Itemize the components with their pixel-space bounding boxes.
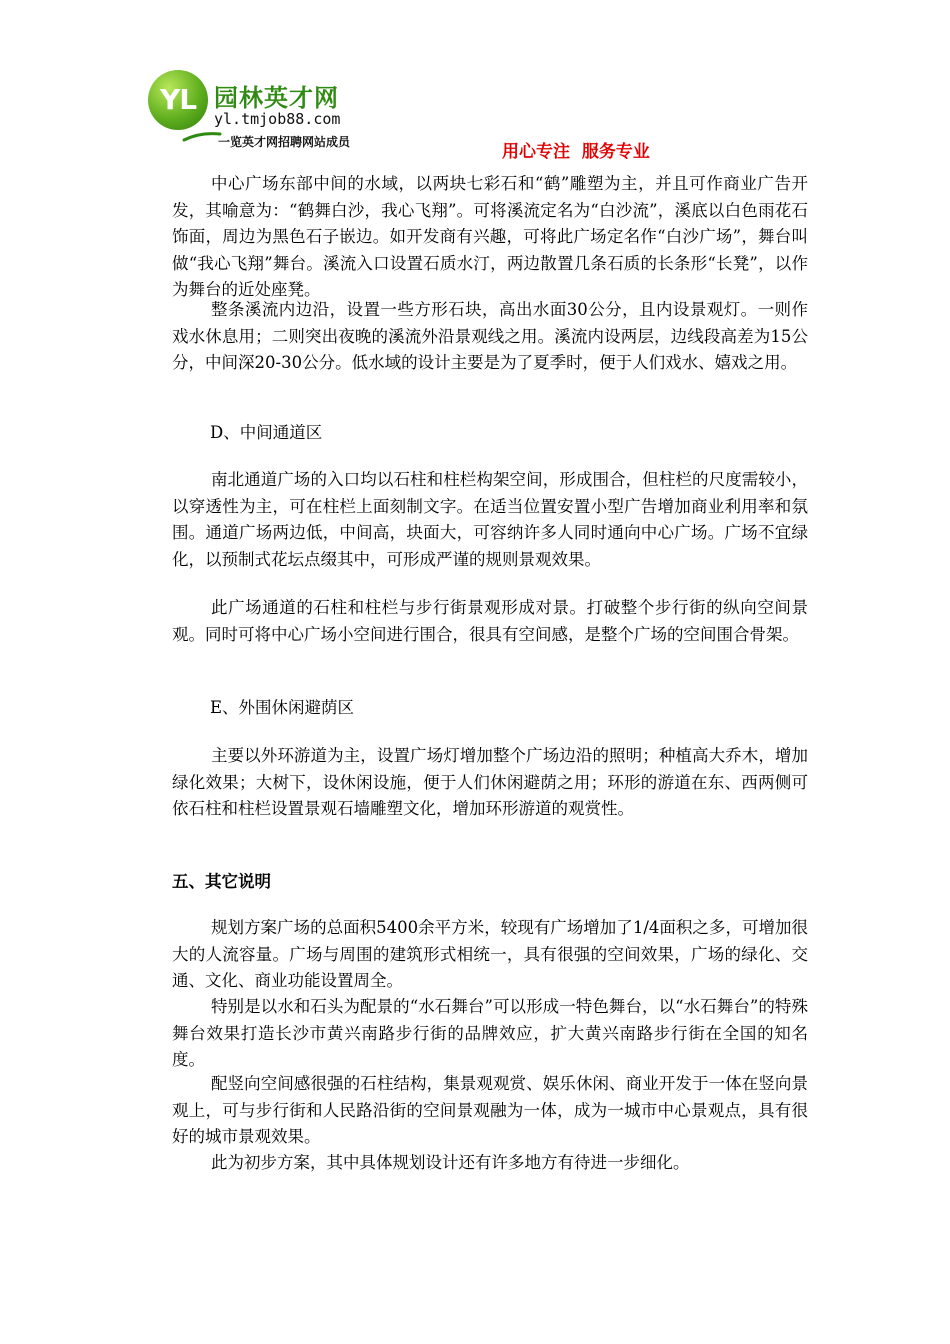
- paragraph-water-stone-stage: 特别是以水和石头为配景的“水石舞台”可以形成一特色舞台，以“水石舞台”的特殊舞台效果打造长沙市黄兴南路步行街的品牌效应，扩大黄兴南路步行街在全国的知名度。: [172, 997, 808, 1069]
- paragraph-outer-loop: 主要以外环游道为主，设置广场灯增加整个广场边沿的照明；种植高大乔木，增加绿化效果；大树下，设休闲设施，便于人们休闲避荫之用；环形的游道在东、西两侧可依石柱和柱栏设置景观石墙雕塑文化，增加环形游道的观赏性。: [172, 746, 808, 818]
- section-heading-other-notes: 五、其它说明: [172, 872, 271, 891]
- swoosh-icon: [182, 130, 222, 142]
- logo-badge-text: YL: [159, 83, 197, 116]
- paragraph-column-structure: 配竖向空间感很强的石柱结构，集景观观赏、娱乐休闲、商业开发于一体在竖向景观上，可与步行街和人民路沿街的空间景观融为一体，成为一城市中心景观点，具有很好的城市景观效果。: [172, 1074, 808, 1146]
- paragraph-total-area: 规划方案广场的总面积5400余平方米，较现有广场增加了1/4面积之多，可增加很大的人流容量。广场与周围的建筑形式相统一，具有很强的空间效果，广场的绿化、交通、文化、商业功能设置周全。: [172, 918, 808, 990]
- paragraph-passage-columns: 此广场通道的石柱和柱栏与步行街景观形成对景。打破整个步行街的纵向空间景观。同时可将中心广场小空间进行围合，很具有空间感，是整个广场的空间围合骨架。: [172, 598, 808, 644]
- paragraph-passage-entrance: 南北通道广场的入口均以石柱和柱栏构架空间，形成围合，但柱栏的尺度需较小，以穿透性为主，可在柱栏上面刻制文字。在适当位置安置小型广告增加商业利用率和氛围。通道广场两边低，中间高，块面大，可容纳许多人同时通向中心广场。广场不宜绿化，以预制式花坛点缀其中，可形成严谨的规则景观效果。: [172, 470, 808, 569]
- logo-site-name: 园林英才网: [214, 84, 339, 112]
- logo-badge-icon: [148, 70, 208, 130]
- site-logo[interactable]: [148, 70, 398, 152]
- paragraph-preliminary-plan: 此为初步方案，其中具体规划设计还有许多地方有待进一步细化。: [211, 1153, 690, 1172]
- logo-site-url: yl.tmjob88.com: [214, 110, 341, 128]
- paragraph-water-area: 中心广场东部中间的水域，以两块七彩石和“鹤”雕塑为主，并且可作商业广告开发，其喻意为：“鹤舞白沙，我心飞翔”。可将溪流定名为“白沙流”，溪底以白色雨花石饰面，周边为黑色石子嵌边。如开发商有兴趣，可将此广场定名作“白沙广场”，舞台叫做“我心飞翔”舞台。溪流入口设置石质水汀，两边散置几条石质的长条形“长凳”，以作为舞台的近处座凳。: [172, 174, 808, 299]
- logo-tagline: 一览英才网招聘网站成员: [218, 135, 351, 149]
- subheading-middle-passage: D、中间通道区: [210, 423, 323, 442]
- subheading-outer-leisure: E、外围休闲避荫区: [210, 698, 355, 717]
- header-slogan: 用心专注 服务专业: [502, 142, 650, 162]
- paragraph-stream-edge: 整条溪流内边沿，设置一些方形石块，高出水面30公分，且内设景观灯。一则作戏水休息用；二则突出夜晚的溪流外沿景观线之用。溪流内设两层，边线段高差为15公分，中间深20-30公分。低水域的设计主要是为了夏季时，便于人们戏水、嬉戏之用。: [172, 300, 808, 372]
